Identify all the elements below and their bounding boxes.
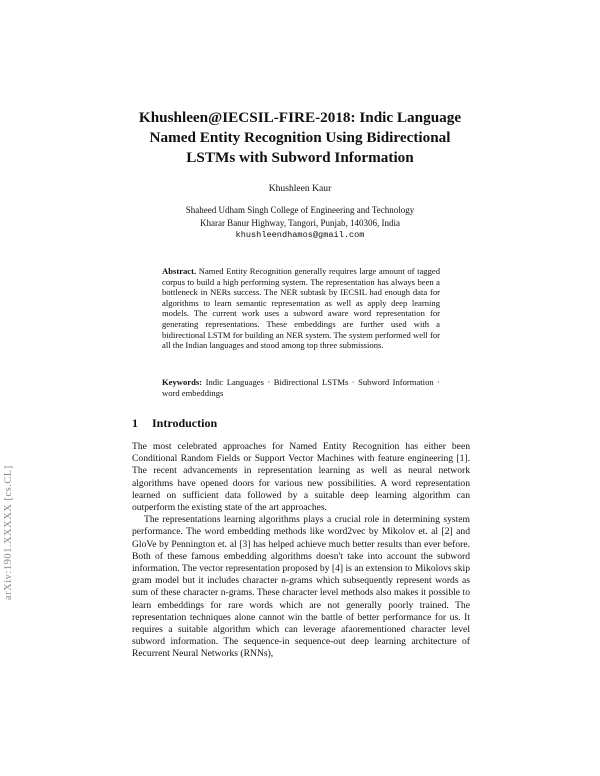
section-title: Introduction	[152, 416, 218, 430]
author-name: Khushleen Kaur	[268, 183, 332, 194]
title-line: Khushleen@IECSIL-FIRE-2018: Indic Language	[138, 109, 462, 126]
keywords-label: Keywords:	[162, 377, 203, 387]
abstract-text: Named Entity Recognition generally requires large amount of tagged corpus to build a high performing system. The representation has always been a bottleneck in NERs success. The NER subtask by IECSIL had enough data for algorithms to learn semantic representation as well as apply deep learning models. The current work uses a subword aware word representation for generating representations. These embeddings are further used with a bidirectional LSTM for building an NER system. The system performed well for all the Indian languages and stood among top three submissions.	[162, 266, 441, 351]
keywords	[162, 377, 440, 398]
affiliation	[100, 204, 500, 242]
body-text	[132, 441, 470, 661]
paragraph: The most celebrated approaches for Named Entity Recognition has either been Conditional Random Fields or Support Vector Machines with feature engineering [1]. The recent advancements in representation learning as well as neural network algorithms have opened doors for various new possibilities. A word representation learned on sufficient data followed by a suitable deep learning algorithm can outperform the existing state of the art approaches.	[132, 441, 470, 514]
arxiv-stamp: arXiv:1901.XXXXX [cs.CL]	[3, 465, 14, 600]
paragraph: The representations learning algorithms plays a crucial role in determining system performance. The word embedding methods like word2vec by Mikolov et. al [2] and GloVe by Pennington et. al [3] has helped achieve much better results than ever before. Both of these famous embedding algorithms doesn't take into account the subword information. The vector representation proposed by [4] is an extension to Mikolovs skip gram model but it includes character n-grams which subsequently represent words as sum of these character n-grams. These character level methods also makes it possible to learn embeddings for rare words which are not generally poorly trained. The representation techniques alone cannot win the battle of better performance for us. It requires a suitable algorithm which can leverage afaorementioned character level subword information. The sequence-in sequence-out deep learning architecture of Recurrent Neural Networks (RNNs),	[132, 514, 470, 660]
title-line: Named Entity Recognition Using Bidirectional	[149, 129, 451, 146]
title-line: LSTMs with Subword Information	[186, 149, 414, 166]
abstract-label: Abstract.	[162, 266, 197, 276]
abstract	[162, 266, 440, 351]
author-email[interactable]: khushleendhamos@gmail.com	[235, 230, 365, 240]
affiliation-line: Shaheed Udham Singh College of Engineering and Technology	[185, 205, 415, 215]
section-heading	[132, 416, 217, 431]
affiliation-line: Kharar Banur Highway, Tangori, Punjab, 140306, India	[199, 217, 401, 228]
keywords-text: Indic Languages · Bidirectional LSTMs · Subword Information · word embeddings	[162, 377, 440, 398]
paper-title	[100, 108, 500, 168]
section-number: 1	[132, 416, 138, 430]
